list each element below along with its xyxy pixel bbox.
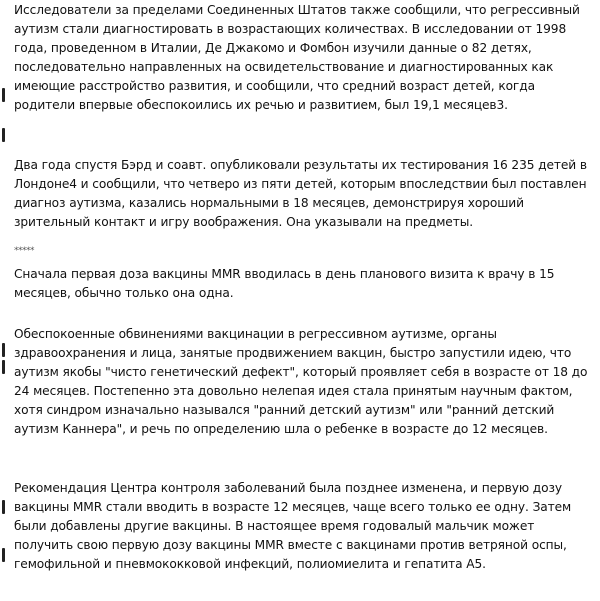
scan-mark: [2, 360, 5, 374]
paragraph-cdc-recommendation: Рекомендация Центра контроля заболеваний была позднее изменена, и первую дозу вакцины MMR стали вводить в возрасте 12 месяцев, чаще всего только ее одну. Затем были добавлены другие вакцины. В настоящее время годовалый мальчик может получить свою первую дозу вакцины MMR вместе с вакцинами против ветряной оспы, гемофильной и пневмококковой инфекций, полиомиелита и гепатита А5.: [14, 481, 572, 571]
scan-mark: [2, 88, 5, 102]
paragraph-baird-study: Два года спустя Бэрд и соавт. опубликовали результаты их тестирования 16 235 детей в Лондоне4 и сообщили, что четверо из пяти детей, которым впоследствии был поставлен диагноз аутизма, казались нормальными в 18 месяцев, демонстрируя хороший зрительный контакт и игру воображения. Она указывали на предметы.: [14, 158, 587, 229]
paragraph-genetic-defect-idea: Обеспокоенные обвинениями вакцинации в регрессивном аутизме, органы здравоохранения и лица, занятые продвижением вакцин, быстро запустили идею, что аутизм якобы "чисто генетический дефект", который проявляет себя в возрасте от 18 до 24 месяцев. Постепенно эта довольно нелепая идея стала принятым научным фактом, хотя синдром изначально назывался "ранний детский аутизм" или "ранний детский аутизм Каннера", и речь по определению шла о ребенке в возрасте до 12 месяцев.: [14, 327, 588, 436]
scan-mark: [2, 128, 5, 142]
scan-mark: [2, 500, 5, 514]
paragraph-first-mmr-dose: Сначала первая доза вакцины MMR вводилась в день планового визита к врачу в 15 месяцев, обычно только она одна.: [14, 267, 555, 300]
paragraph-regressive-autism-abroad: Исследователи за пределами Соединенных Штатов также сообщили, что регрессивный аутизм стали диагностировать в возрастающих количествах. В исследовании от 1998 года, проведенном в Италии, Де Джакомо и Фомбон изучили данные о 82 детях, последовательно направленных на освидетельствование и диагностированных как имеющие расстройство развития, и сообщили, что средний возраст детей, когда родители впервые обеспокоились их речью и развитием, был 19,1 месяцев3.: [14, 3, 580, 112]
scan-edge-marks: [0, 0, 8, 601]
section-separator: *****: [14, 246, 34, 256]
scan-mark: [2, 548, 5, 562]
scan-mark: [2, 343, 5, 357]
